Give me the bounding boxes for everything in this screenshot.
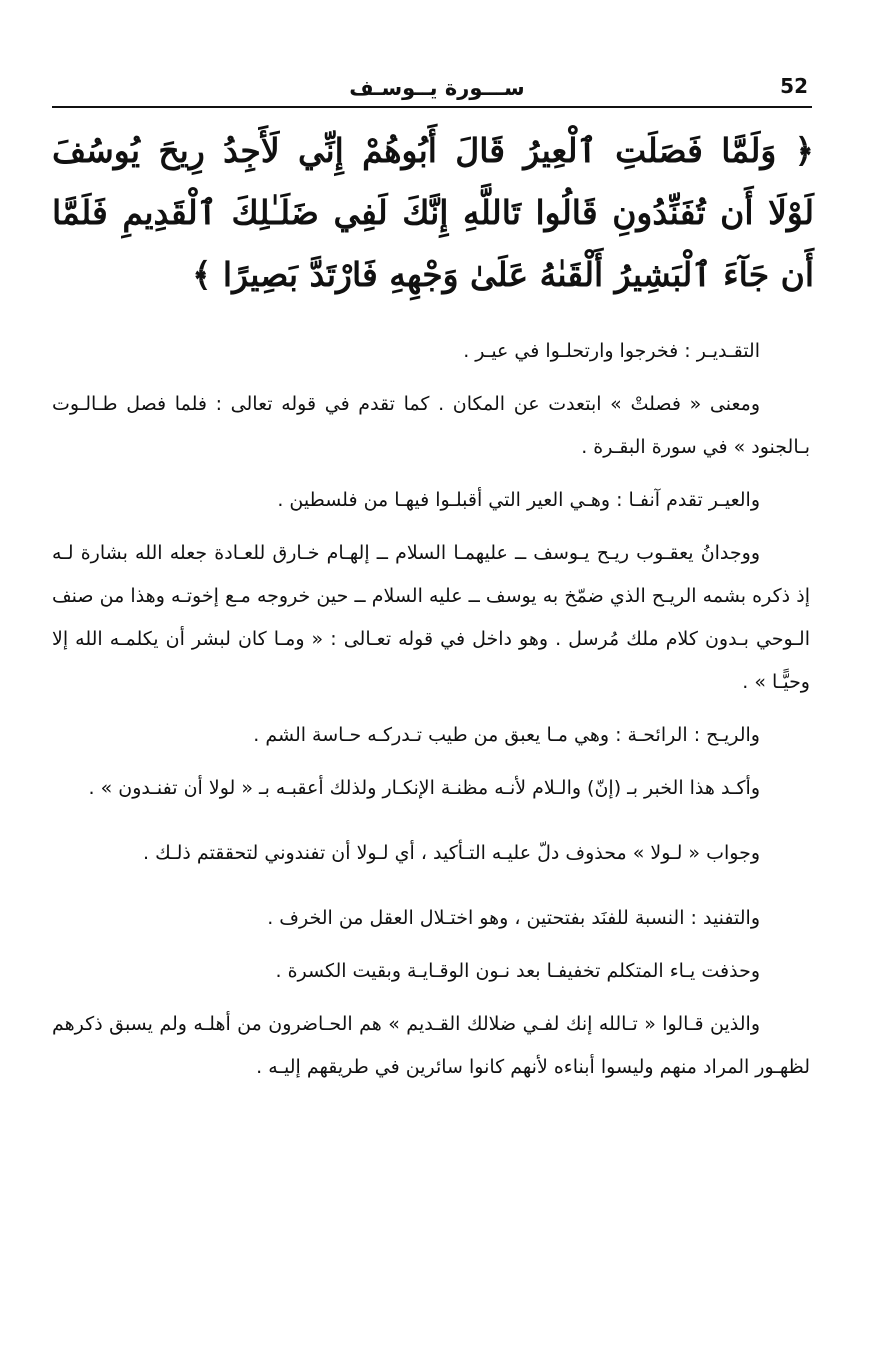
quran-verse bbox=[52, 120, 814, 306]
surah-running-head: ســـورة يــوسـف bbox=[349, 76, 525, 100]
page-header bbox=[52, 70, 812, 110]
verse-line: ﴿ وَلَمَّا فَصَلَتِ ٱلْعِيرُ قَالَ أَبُوهُمْ إِنِّي لَأَجِدُ رِيحَ يُوسُفَ bbox=[52, 131, 814, 170]
commentary-paragraph: ومعنى « فصلتْ » ابتعدت عن المكان . كما تقدم في قوله تعالى : فلما فصل طـالـوت بـالجنود » في سورة البقـرة . bbox=[52, 393, 810, 458]
commentary-paragraph: التقـديـر : فخرجوا وارتحلـوا في عيـر . bbox=[463, 340, 760, 362]
commentary-paragraph: والريـح : الرائحـة : وهي مـا يعبق من طيب تـدركـه حـاسة الشم . bbox=[253, 724, 760, 746]
tafsir-commentary bbox=[52, 330, 810, 1099]
page-number: 52 bbox=[780, 74, 808, 98]
verse-line: أَن جَآءَ ٱلْبَشِيرُ أَلْقَىٰهُ عَلَىٰ وَجْهِهِ فَارْتَدَّ بَصِيرًا ﴾ bbox=[192, 255, 814, 294]
verse-line: لَوْلَا أَن تُفَنِّدُونِ قَالُوا تَاللَّهِ إِنَّكَ لَفِي ضَلَـٰلِكَ ٱلْقَدِيمِ فَلَمَّا bbox=[52, 193, 814, 232]
commentary-paragraph: وحذفت يـاء المتكلم تخفيفـا بعد نـون الوقـايـة وبقيت الكسرة . bbox=[275, 960, 760, 982]
commentary-paragraph: وأكـد هذا الخبر بـ (إنّ) والـلام لأنـه مظنـة الإنكـار ولذلك أعقبـه بـ « لولا أن تفنـدون » . bbox=[88, 777, 760, 799]
commentary-paragraph: ووجدانُ يعقـوب ريـح يـوسف ــ عليهمـا السلام ــ إلهـام خـارق للعـادة جعله الله بشارة لـه إذ ذكره بشمه الريـح الذي ضمّخ به يوسف ــ عليه السلام ــ حين خروجه مـع إخوتـه وهذا من صنف الـوحي بـدون كلام ملك مُرسل . وهو داخل في قوله تعـالى : « ومـا كان لبشر أن يكلمـه الله إلا وحيًّـا » . bbox=[52, 542, 810, 693]
commentary-paragraph: والتفنيد : النسبة للفنَد بفتحتين ، وهو اختـلال العقل من الخرف . bbox=[267, 907, 760, 929]
commentary-paragraph: والذين قـالوا « تـالله إنك لفـي ضلالك القـديم » هم الحـاضرون من أهلـه ولم يسبق ذكرهم لظهـور المراد منهم وليسوا أبناءه لأنهم كانوا سائرين في طريقهم إليـه . bbox=[52, 1013, 810, 1078]
commentary-paragraph: والعيـر تقدم آنفـا : وهـي العير التي أقبلـوا فيهـا من فلسطين . bbox=[277, 489, 760, 511]
header-rule bbox=[52, 106, 812, 108]
commentary-paragraph: وجواب « لـولا » محذوف دلّ عليـه التـأكيد ، أي لـولا أن تفندوني لتحققتم ذلـك . bbox=[142, 842, 760, 864]
